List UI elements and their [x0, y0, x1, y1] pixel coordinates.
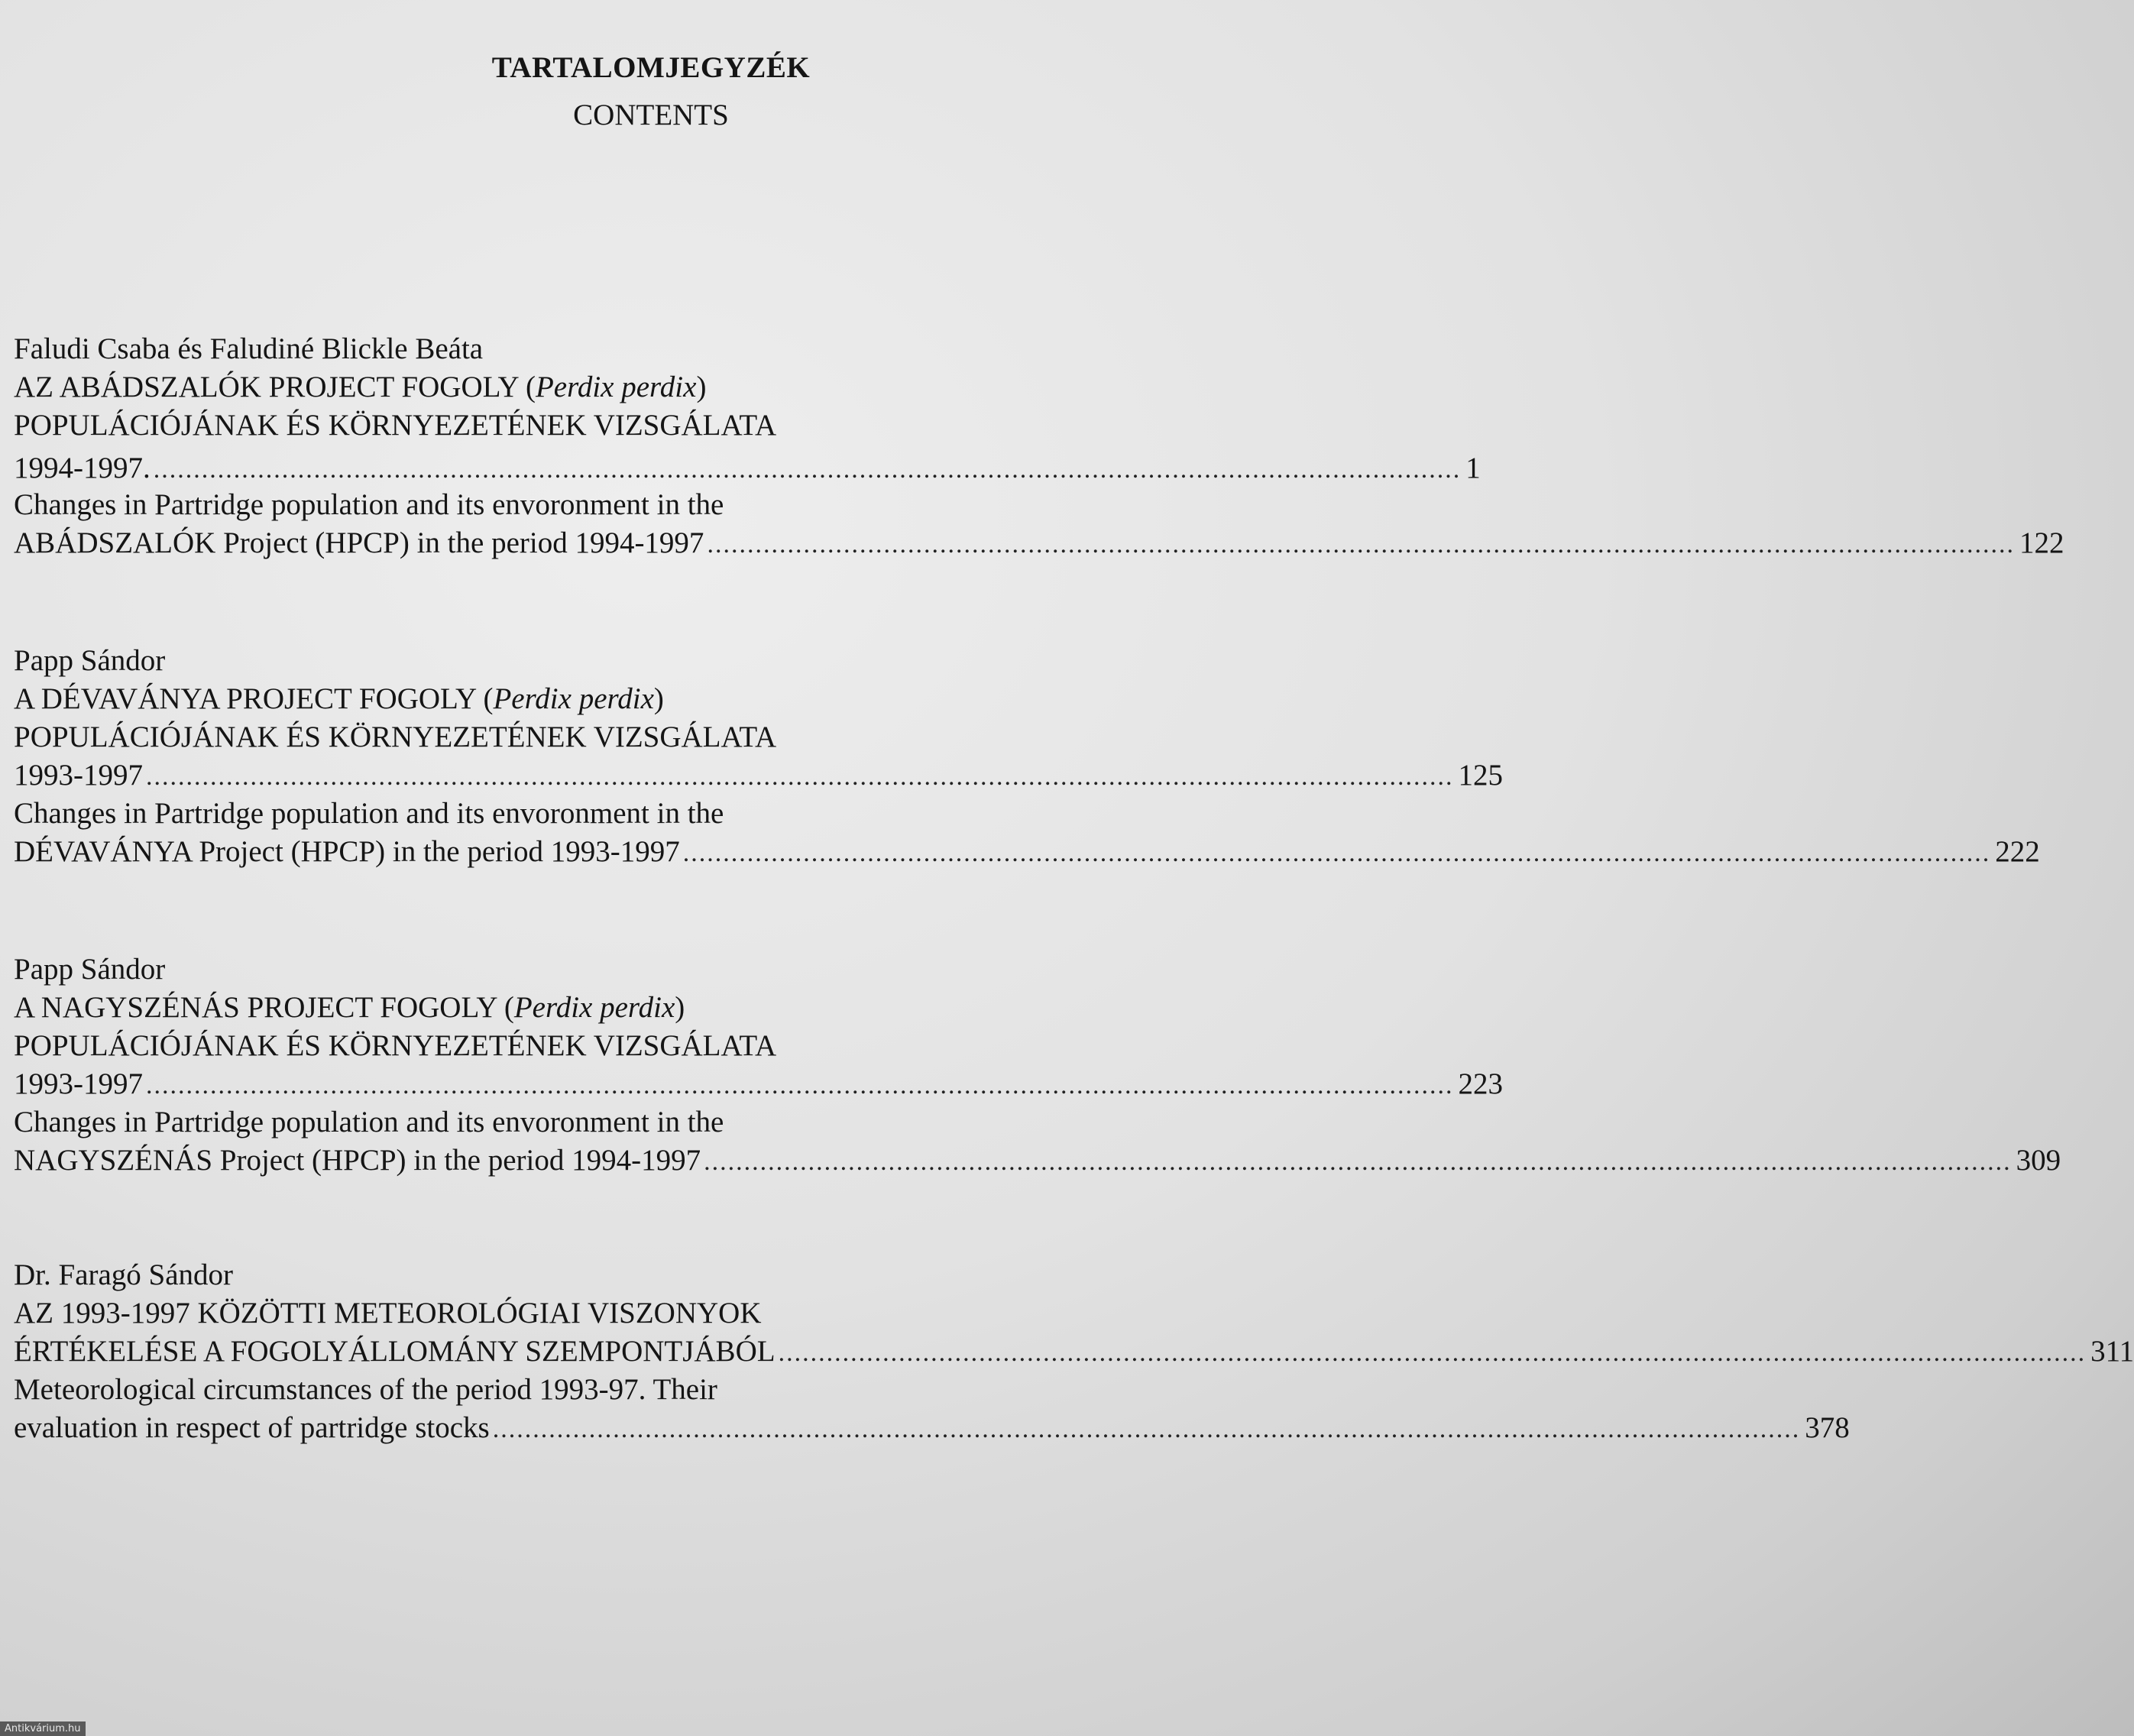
- entry-title-text: AZ ABÁDSZALÓK PROJECT FOGOLY (: [14, 371, 536, 403]
- watermark: Antikvárium.hu: [0, 1721, 86, 1736]
- entry-author: Dr. Faragó Sándor: [14, 1258, 234, 1291]
- page-number: 311: [2090, 1335, 2134, 1368]
- toc-row: [14, 758, 1503, 795]
- entry-title-text: 1993-1997: [14, 1067, 143, 1100]
- dot-leader: ...................................................................................................................................................................: [146, 1071, 1454, 1100]
- entry-author: Faludi Csaba és Faludiné Blickle Beáta: [14, 332, 484, 365]
- toc-row: [14, 1334, 2134, 1371]
- entry-english-line: Meteorological circumstances of the period 1993-97. Their: [14, 1373, 717, 1406]
- entry-english-line: Changes in Partridge population and its envoronment in the: [14, 1106, 724, 1138]
- dot-leader: ...................................................................................................................................................................: [146, 763, 1454, 791]
- entry-title-text: ): [653, 682, 664, 715]
- entry-title-line: [14, 370, 706, 405]
- dot-leader: ...................................................................................................................................................................: [707, 530, 2015, 559]
- entry-author: Papp Sándor: [14, 953, 166, 986]
- entry-title-text: 1994-1997.: [14, 452, 151, 484]
- dot-leader: ...................................................................................................................................................................: [704, 1148, 2012, 1176]
- entry-title-line: [14, 682, 664, 717]
- page-number: 222: [1995, 835, 2040, 868]
- page-title: TARTALOMJEGYZÉK: [491, 51, 811, 84]
- species-name: Perdix perdix: [535, 371, 697, 403]
- species-name: Perdix perdix: [493, 682, 654, 715]
- toc-row: [14, 1143, 2061, 1180]
- entry-english-text: ABÁDSZALÓK Project (HPCP) in the period 1994-1997: [14, 526, 704, 559]
- entry-author: Papp Sándor: [14, 644, 166, 677]
- entry-title-text: ): [675, 991, 685, 1024]
- entry-english-line: Changes in Partridge population and its envoronment in the: [14, 488, 724, 521]
- dot-leader: ...................................................................................................................................................................: [153, 455, 1462, 484]
- entry-english-text: evaluation in respect of partridge stocks: [14, 1411, 490, 1444]
- toc-row: [14, 451, 1481, 487]
- entry-english-text: DÉVAVÁNYA Project (HPCP) in the period 1993-1997: [14, 835, 680, 868]
- entry-title-text: ÉRTÉKELÉSE A FOGOLYÁLLOMÁNY SZEMPONTJÁBÓL: [14, 1335, 776, 1368]
- entry-title-text: 1993-1997: [14, 759, 143, 792]
- entry-english-line: Changes in Partridge population and its envoronment in the: [14, 797, 724, 830]
- dot-leader: ...................................................................................................................................................................: [682, 839, 1991, 867]
- page-number: 122: [2019, 526, 2064, 559]
- page-subtitle: CONTENTS: [573, 99, 729, 131]
- entry-title-text: A DÉVAVÁNYA PROJECT FOGOLY (: [14, 682, 494, 715]
- entry-title-line: POPULÁCIÓJÁNAK ÉS KÖRNYEZETÉNEK VIZSGÁLATA: [14, 721, 777, 753]
- entry-english-text: NAGYSZÉNÁS Project (HPCP) in the period 1994-1997: [14, 1144, 701, 1177]
- toc-row: [14, 1410, 1850, 1447]
- toc-row: [14, 1067, 1503, 1103]
- toc-row: [14, 834, 2040, 871]
- page-number: 223: [1458, 1067, 1503, 1100]
- entry-title-text: A NAGYSZÉNÁS PROJECT FOGOLY (: [14, 991, 514, 1024]
- dot-leader: ...................................................................................................................................................................: [492, 1415, 1801, 1443]
- page-number: 1: [1465, 452, 1481, 484]
- page-number: 378: [1805, 1411, 1850, 1444]
- dot-leader: ...................................................................................................................................................................: [778, 1339, 2087, 1367]
- page-number: 125: [1458, 759, 1503, 792]
- entry-title-line: [14, 990, 685, 1025]
- entry-title-line: AZ 1993-1997 KÖZÖTTI METEOROLÓGIAI VISZONYOK: [14, 1297, 762, 1330]
- entry-title-text: ): [696, 371, 707, 403]
- species-name: Perdix perdix: [513, 991, 675, 1024]
- toc-row: [14, 526, 2064, 562]
- entry-title-line: POPULÁCIÓJÁNAK ÉS KÖRNYEZETÉNEK VIZSGÁLATA: [14, 409, 777, 442]
- entry-title-line: POPULÁCIÓJÁNAK ÉS KÖRNYEZETÉNEK VIZSGÁLATA: [14, 1029, 777, 1062]
- page-number: 309: [2016, 1144, 2061, 1177]
